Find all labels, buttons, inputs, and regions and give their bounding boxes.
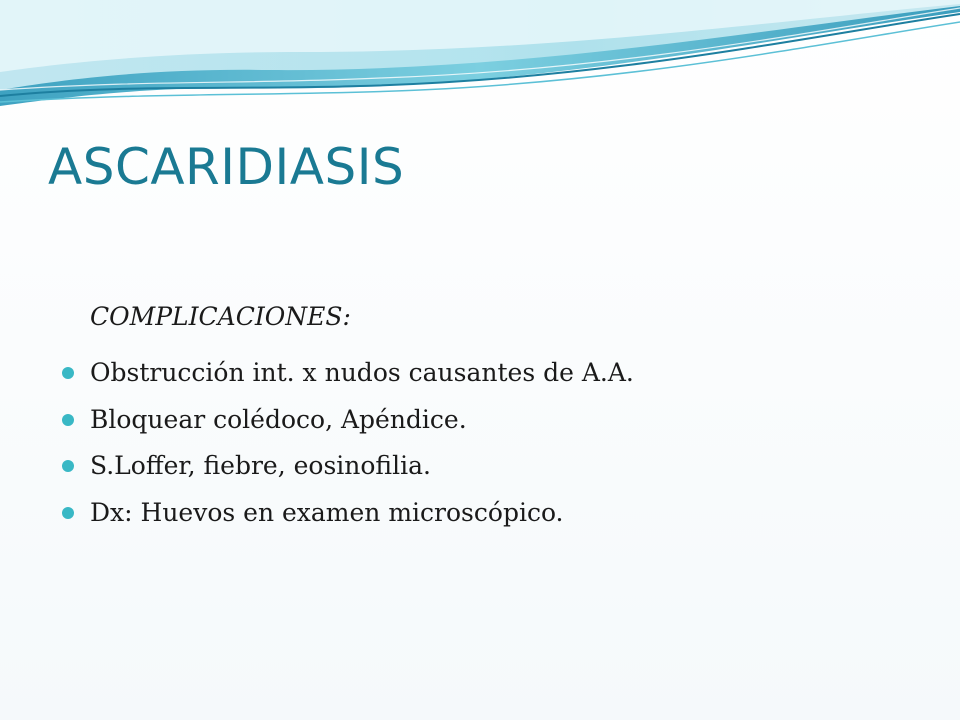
list-item bbox=[62, 443, 922, 490]
slide-content bbox=[62, 296, 922, 536]
bullet-text: Bloquear colédoco, Apéndice. bbox=[90, 404, 467, 434]
complications-heading: COMPLICACIONES: bbox=[90, 302, 351, 331]
bullet-icon bbox=[62, 414, 74, 426]
bullet-text: Obstrucción int. x nudos causantes de A.A. bbox=[90, 358, 634, 387]
bullet-icon bbox=[62, 507, 74, 519]
bullet-list bbox=[62, 350, 922, 536]
list-item bbox=[62, 490, 922, 537]
list-item bbox=[62, 397, 922, 444]
bullet-icon bbox=[62, 460, 74, 472]
bullet-icon bbox=[62, 367, 74, 379]
bullet-text: S.Loffer, fiebre, eosinofilia. bbox=[90, 451, 431, 480]
header-wave-decoration bbox=[0, 0, 960, 120]
bullet-text: Dx: Huevos en examen microscópico. bbox=[90, 497, 564, 527]
list-item bbox=[62, 350, 922, 397]
slide-title: ASCARIDIASIS bbox=[48, 138, 405, 196]
